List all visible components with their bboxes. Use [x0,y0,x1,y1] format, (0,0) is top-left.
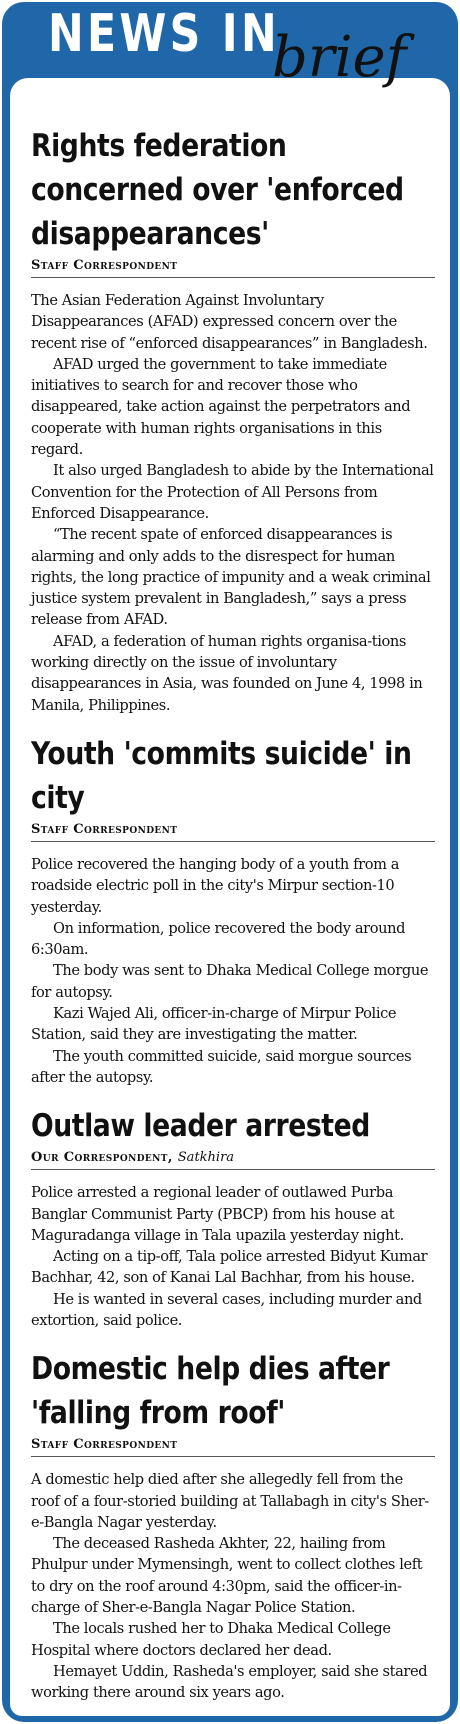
story-domestic-help [31,1347,435,1703]
story-paragraph: Acting on a tip-off, Tala police arrested Bidyut Kumar Bachhar, 42, son of Kanai Lal Bachhar, from his house. [31,1248,428,1287]
story-headline: Youth 'commits suicide' in city [31,735,412,816]
story-byline [31,1437,435,1457]
byline-text: Staff Correspondent [31,1437,178,1453]
story-paragraph: The body was sent to Dhaka Medical College morgue for autopsy. [31,962,429,1001]
story-paragraph: A domestic help died after she allegedly fell from the roof of a four-storied building at Tallabagh in city's Sher-e-Bangla Nagar yesterday. [31,1471,429,1531]
story-body [31,1182,435,1331]
story-paragraph: On information, police recovered the body around 6:30am. [31,919,406,959]
story-paragraph: The deceased Rasheda Akhter, 22, hailing from Phulpur under Mymensingh, went to collect clothes left to dry on the roof around 4:30pm, said the officer-in-charge of Sher-e-Bangla Nagar Police Station. [31,1535,423,1617]
story-paragraph: The Asian Federation Against Involuntary Disappearances (AFAD) expressed concern over the recent rise of “enforced disappearances” in Bangladesh. [31,292,428,352]
story-paragraph: The youth committed suicide, said morgue sources after the autopsy. [31,1047,412,1086]
byline-text: Our Correspondent, [31,1150,173,1166]
story-paragraph: It also urged Bangladesh to abide by the International Convention for the Protection of All Persons from Enforced Disappearance. [31,462,434,522]
story-paragraph: AFAD urged the government to take immediate initiatives to search for and recover those who disappeared, take action against the perpetrators and cooperate with human rights organisations in this regard. [31,355,411,459]
story-paragraph: Kazi Wajed Ali, officer-in-charge of Mirpur Police Station, said they are investigating the matter. [31,1005,397,1044]
story-byline [31,1150,435,1170]
story-byline [31,822,435,842]
story-paragraph: Hemayet Uddin, Rasheda's employer, said she stared working there around six years ago. [31,1662,428,1702]
story-paragraph: “The recent spate of enforced disappearances is alarming and only adds to the disrespect for human rights, the long practice of impunity and a weak criminal justice system prevalent in Bangladesh,” says a press release from AFAD. [31,526,431,629]
story-rights-federation [31,124,435,716]
story-body [31,854,435,1088]
story-outlaw-leader [31,1104,435,1331]
story-byline [31,258,435,278]
story-body [31,290,435,716]
story-body [31,1469,435,1703]
story-headline: Rights federation concerned over 'enforced disappearances' [31,128,404,252]
stories-column [31,124,435,1720]
story-youth-suicide [31,732,435,1088]
masthead-brief: brief [272,25,407,90]
story-paragraph: Police recovered the hanging body of a youth from a roadside electric poll in the city's Mirpur section-10 yesterday. [31,855,400,916]
byline-text: Staff Correspondent [31,258,178,273]
masthead-news-in: NEWS IN [48,4,280,64]
story-paragraph: He is wanted in several cases, including murder and extortion, said police. [31,1290,422,1329]
byline-place: Satkhira [177,1150,235,1166]
byline-text: Staff Correspondent [31,821,178,837]
story-headline: Outlaw leader arrested [31,1108,370,1145]
story-paragraph: AFAD, a federation of human rights organisa-tions working directly on the issue of involuntary disappearances in Asia, was founded on June 4, 1998 in Manila, Philippines. [31,632,423,714]
story-headline: Domestic help dies after 'falling from roof' [31,1351,390,1432]
story-paragraph: The locals rushed her to Dhaka Medical College Hospital where doctors declared her dead. [31,1620,391,1659]
story-paragraph: Police arrested a regional leader of outlawed Purba Banglar Communist Party (PBCP) from his house at Maguradanga village in Tala upazila yesterday night. [31,1184,404,1244]
